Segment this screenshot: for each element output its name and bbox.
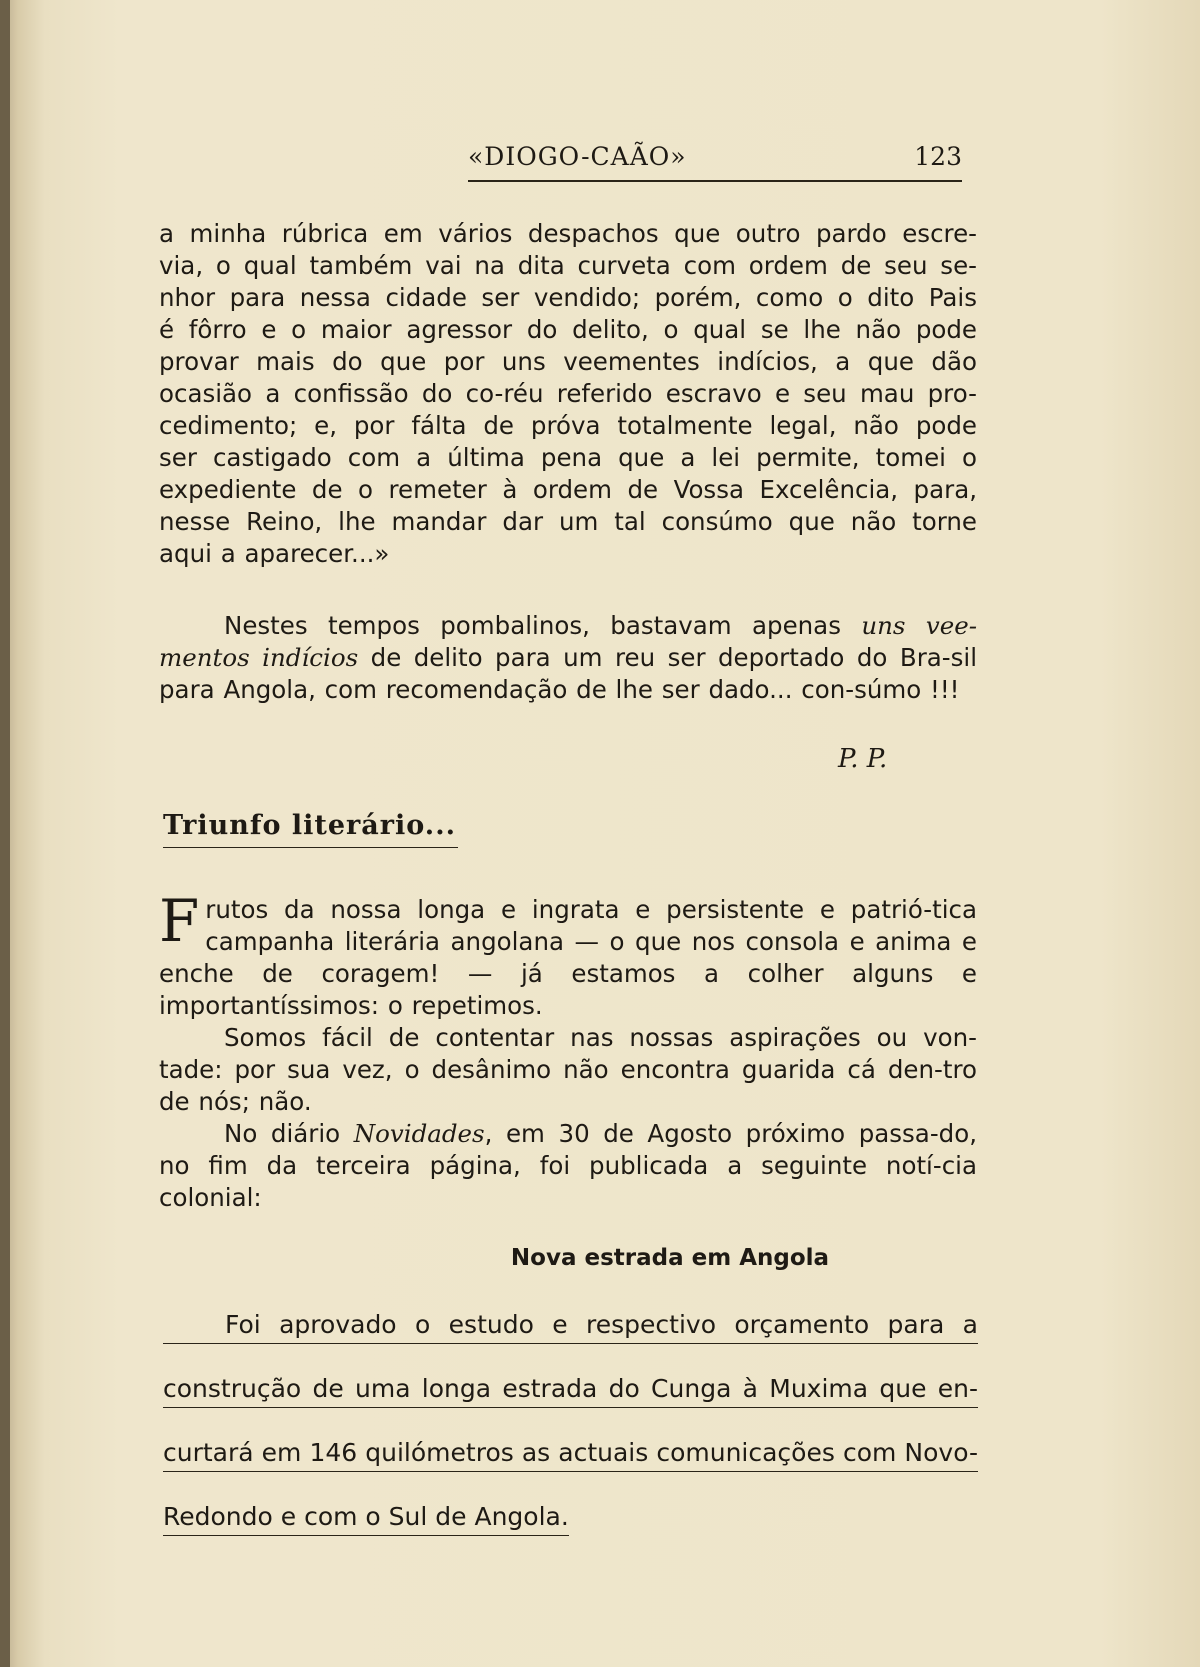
letter-line: nesse Reino, lhe mandar dar um tal consúmo que não torne — [159, 507, 977, 536]
letter-line: nhor para nessa cidade ser vendido; porém, como o dito Pais — [159, 283, 977, 312]
news-line — [163, 1438, 978, 1502]
running-title: «DIOGO-CAÃO» — [468, 142, 687, 171]
letter-line: aqui a aparecer...» — [159, 539, 390, 568]
news-line-text: Foi aprovado o estudo e respectivo orçamento para a — [163, 1310, 978, 1344]
letter-line: expediente de o remeter à ordem de Vossa Excelência, para, — [159, 475, 977, 504]
page-gutter — [0, 0, 10, 1667]
letter-line: via, o qual também vai na dita curveta com ordem de seu se- — [159, 251, 977, 280]
news-heading: Nova estrada em Angola — [510, 1245, 830, 1271]
section-paragraph-2: Somos fácil de contentar nas nossas aspirações ou von-tade: por sua vez, o desânimo não encontra guarida cá den-tro de nós; não. — [159, 1023, 977, 1116]
commentary-paragraph — [159, 610, 977, 706]
letter-line: ocasião a confissão do co-réu referido escravo e seu mau pro- — [159, 379, 977, 408]
section-body — [159, 887, 977, 1214]
letter-quote — [159, 218, 977, 570]
section-paragraph-3 — [159, 1118, 977, 1214]
section-title: Triunfo literário... — [163, 810, 458, 848]
letter-line: cedimento; e, por fálta de próva totalmente legal, não pode — [159, 411, 977, 440]
commentary-italic: uns vee-mentos indícios — [159, 611, 977, 672]
commentary-part2: de delito para um reu ser deportado do Bra-sil para Angola, com recomendação de lhe ser dado... con-súmo !!! — [159, 643, 977, 704]
news-line — [163, 1374, 978, 1438]
signature: P. P. — [838, 744, 888, 774]
letter-line: provar mais do que por uns veementes indícios, a que dão — [159, 347, 977, 376]
page-header — [468, 140, 962, 182]
section-paragraph-1: Frutos da nossa longa e ingrata e persistente e patrió-tica campanha literária angolana — o que nos consola e anima e enche de coragem! — já estamos a colher alguns e importantíssimos: o repetimos. — [159, 887, 977, 1020]
p3-before: No diário — [224, 1119, 354, 1148]
news-clipping — [163, 1310, 978, 1566]
news-line — [163, 1310, 978, 1374]
p3-after: , em 30 de Agosto próximo passa-do, no fim da terceira página, foi publicada a seguinte notí-cia colonial: — [159, 1119, 977, 1212]
news-line-text: Redondo e com o Sul de Angola. — [163, 1502, 569, 1536]
letter-line: é fôrro e o maior agressor do delito, o qual se lhe não pode — [159, 315, 977, 344]
commentary-text — [159, 610, 977, 706]
newspaper-name: Novidades — [353, 1119, 485, 1148]
page-number: 123 — [914, 142, 962, 171]
news-line — [163, 1502, 978, 1566]
news-line-text: curtará em 146 quilómetros as actuais comunicações com Novo- — [163, 1438, 978, 1472]
letter-line: ser castigado com a última pena que a lei permite, tomei o — [159, 443, 977, 472]
commentary-part1: Nestes tempos pombalinos, bastavam apenas — [224, 611, 862, 640]
news-line-text: construção de uma longa estrada do Cunga à Muxima que en- — [163, 1374, 978, 1408]
letter-line: a minha rúbrica em vários despachos que outro pardo escre- — [159, 219, 977, 248]
